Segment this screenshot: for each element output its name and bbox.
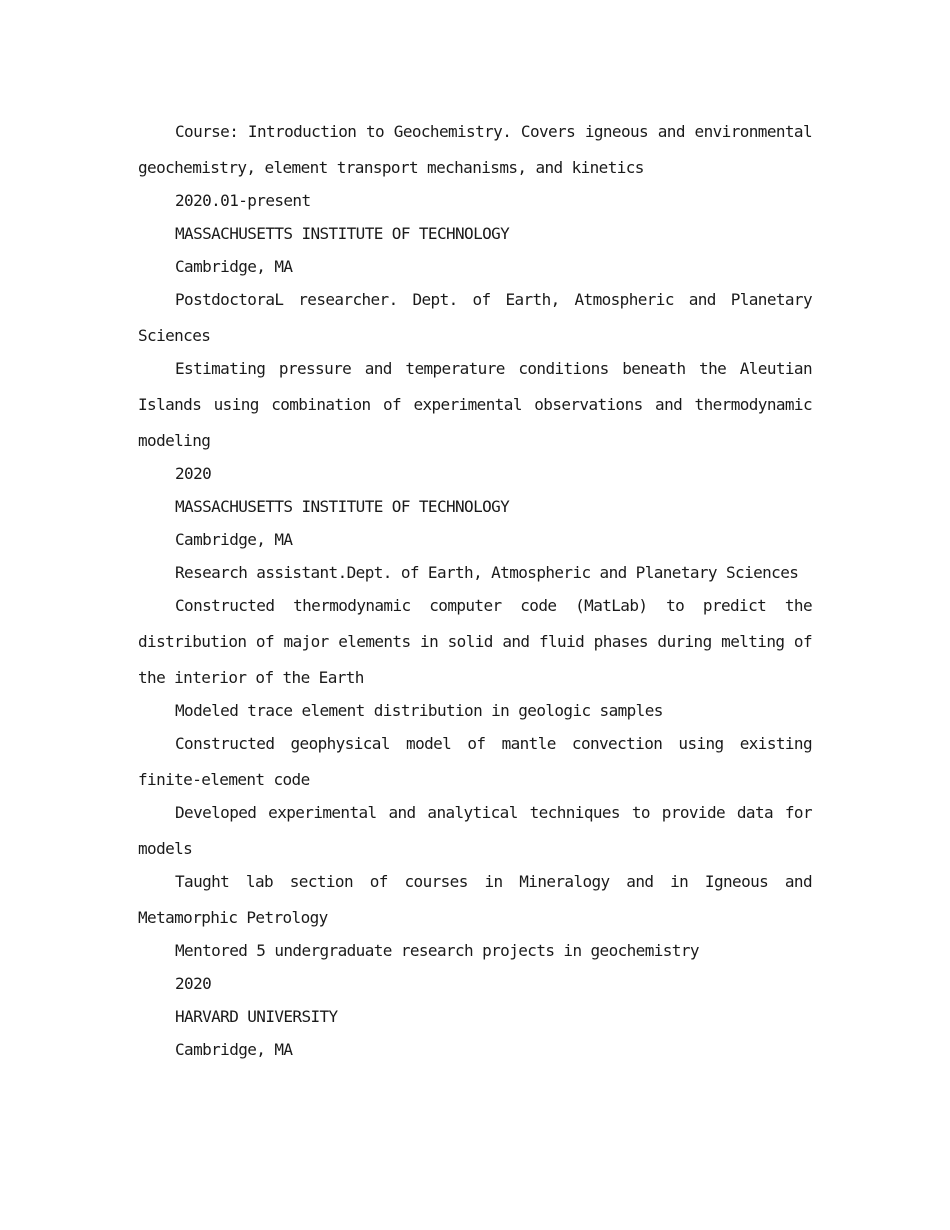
- date-range: 2020: [175, 464, 212, 483]
- position-title: PostdoctoraL researcher. Dept. of Earth, Atmospheric and Planetary Sciences: [138, 290, 812, 345]
- duty-item: Constructed thermodynamic computer code (MatLab) to predict the distribution of major elements in solid and fluid phases during melting of the interior of the Earth: [138, 596, 812, 687]
- duty-item: Constructed geophysical model of mantle convection using existing finite-element code: [138, 734, 812, 789]
- position-description: Estimating pressure and temperature conditions beneath the Aleutian Islands using combination of experimental observations and thermodynamic modeling: [138, 359, 812, 450]
- date-range: 2020: [175, 974, 212, 993]
- institution-location: Cambridge, MA: [175, 530, 293, 549]
- institution-name: MASSACHUSETTS INSTITUTE OF TECHNOLOGY: [175, 224, 510, 243]
- document-page: [138, 114, 812, 1065]
- duty-item: Modeled trace element distribution in geologic samples: [175, 701, 663, 720]
- position-title: Research assistant.Dept. of Earth, Atmospheric and Planetary Sciences: [175, 563, 799, 582]
- course-description: Course: Introduction to Geochemistry. Covers igneous and environmental geochemistry, element transport mechanisms, and kinetics: [138, 122, 812, 177]
- duty-item: Mentored 5 undergraduate research projects in geochemistry: [175, 941, 699, 960]
- date-range: 2020.01-present: [175, 191, 311, 210]
- institution-name: MASSACHUSETTS INSTITUTE OF TECHNOLOGY: [175, 497, 510, 516]
- duty-item: Taught lab section of courses in Mineralogy and in Igneous and Metamorphic Petrology: [138, 872, 812, 927]
- institution-name: HARVARD UNIVERSITY: [175, 1007, 338, 1026]
- institution-location: Cambridge, MA: [175, 1040, 293, 1059]
- institution-location: Cambridge, MA: [175, 257, 293, 276]
- duty-item: Developed experimental and analytical techniques to provide data for models: [138, 803, 812, 858]
